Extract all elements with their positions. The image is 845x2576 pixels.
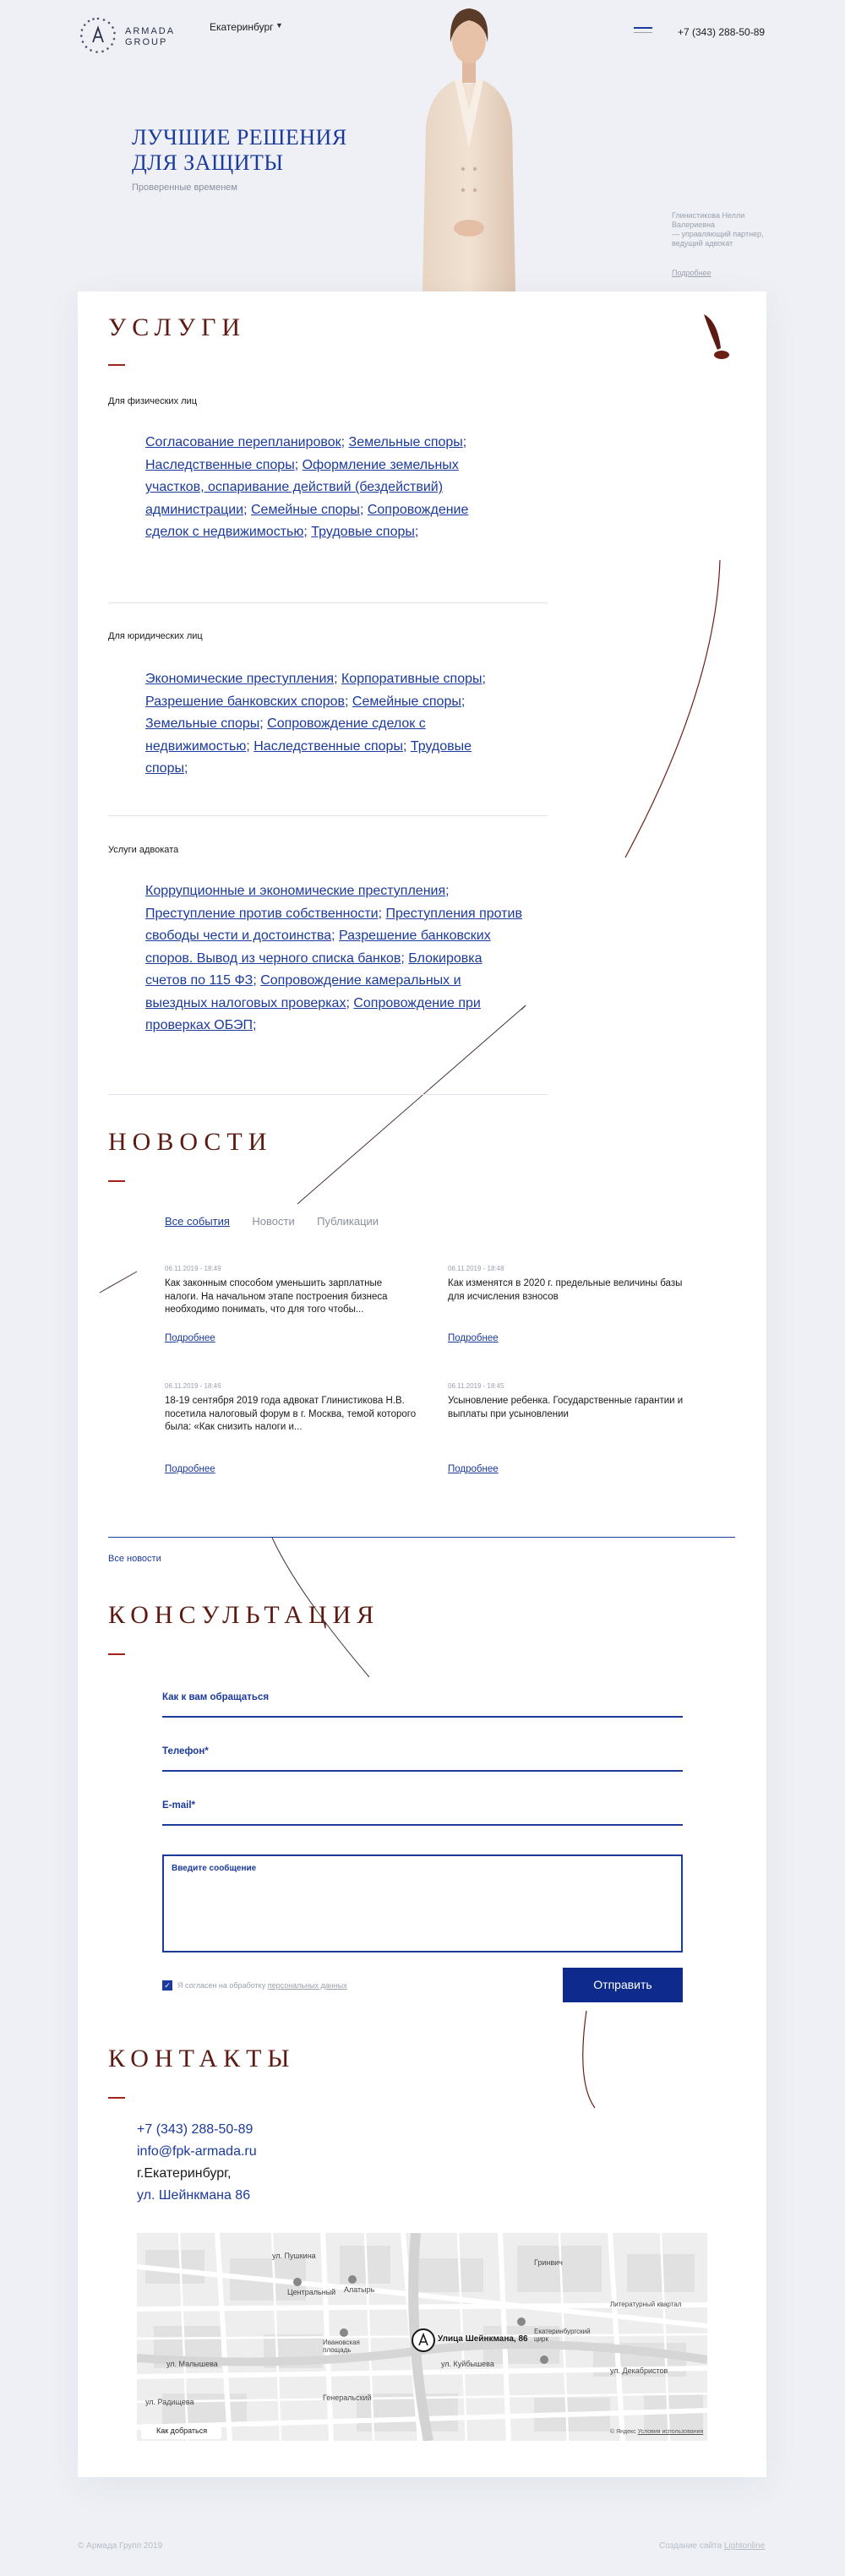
news-more-link[interactable]: Подробнее <box>165 1333 215 1343</box>
service-link[interactable]: Согласование перепланировок <box>145 435 341 449</box>
service-link[interactable]: Коррупционные и экономические преступления <box>145 884 446 898</box>
logo-text: ARMADA GROUP <box>125 26 176 47</box>
news-item <box>165 1382 418 1435</box>
news-date: 06.11.2019 - 18:46 <box>165 1382 221 1390</box>
news-item <box>165 1265 418 1317</box>
title-accent <box>108 364 125 366</box>
service-link[interactable]: Трудовые споры <box>145 738 472 776</box>
service-link[interactable]: Сопровождение сделок с недвижимостью <box>145 502 469 539</box>
city-selector[interactable]: Екатеринбург <box>210 21 274 33</box>
tab-all-events[interactable]: Все события <box>165 1215 230 1228</box>
news-date: 06.11.2019 - 18:48 <box>448 1265 504 1272</box>
service-link[interactable]: Трудовые споры <box>311 525 415 539</box>
separator: ; <box>462 435 467 449</box>
map-label: ул. Куйбышева <box>441 2360 494 2368</box>
contacts-title: КОНТАКТЫ <box>108 2045 296 2072</box>
footer-copyright: © Армада Групп 2019 <box>78 2541 163 2551</box>
separator: ; <box>359 502 368 517</box>
separator: ; <box>341 435 349 449</box>
news-title: НОВОСТИ <box>108 1128 273 1156</box>
service-link[interactable]: Сопровождение камеральных и выездных налоговых проверках <box>145 973 461 1010</box>
service-link[interactable]: Разрешение банковских споров. Вывод из черного списка банков <box>145 929 491 966</box>
logo-emblem-icon <box>78 15 118 56</box>
tab-publications[interactable]: Публикации <box>317 1215 379 1228</box>
service-link[interactable]: Преступление против собственности <box>145 906 379 921</box>
separator: ; <box>303 525 312 539</box>
news-date: 06.11.2019 - 18:45 <box>448 1382 504 1390</box>
name-field-label[interactable]: Как к вам обращаться <box>162 1692 270 1702</box>
hero-caption: Глинистикова Нелли Валериевна — управляющий партнер, ведущий адвокат <box>672 211 764 248</box>
news-text: Как законным способом уменьшить зарплатные налоги. На начальном этапе построения бизнеса необходимо понимать, что для того чтобы... <box>165 1278 388 1315</box>
phone-field-label[interactable]: Телефон* <box>162 1746 209 1756</box>
service-link[interactable]: Семейные споры <box>352 694 461 709</box>
title-accent <box>108 1180 125 1182</box>
news-text: 18-19 сентября 2019 года адвокат Глинистикова Н.В. посетила налоговый форум в г. Москва, темой которого была: «Как снизить налоги и... <box>165 1396 417 1432</box>
separator: ; <box>246 738 254 754</box>
menu-icon[interactable] <box>634 27 652 35</box>
services-list-lawyer <box>145 880 526 1037</box>
map-label: Алатырь <box>344 2285 375 2294</box>
contact-email-link[interactable]: info@fpk-armada.ru <box>137 2144 257 2159</box>
services-title: УСЛУГИ <box>108 313 247 341</box>
separator: ; <box>183 761 188 776</box>
service-link[interactable]: Наследственные споры <box>145 457 295 472</box>
all-news-divider <box>108 1537 735 1538</box>
title-accent <box>108 2097 125 2099</box>
map-streets <box>137 2233 707 2441</box>
all-news-link[interactable]: Все новости <box>108 1554 161 1564</box>
news-item <box>448 1382 701 1421</box>
separator: ; <box>253 973 261 988</box>
map-label: Генеральский <box>323 2394 372 2402</box>
map-label: ул. Радищева <box>145 2398 194 2406</box>
separator: ; <box>243 502 251 517</box>
footer-credit: Создание сайта Lightonline <box>659 2541 766 2551</box>
separator: ; <box>445 884 450 898</box>
service-link[interactable]: Семейные споры <box>251 502 360 517</box>
email-field-label[interactable]: E-mail* <box>162 1800 195 1811</box>
service-link[interactable]: Экономические преступления <box>145 672 335 686</box>
chevron-down-icon[interactable]: ▼ <box>275 21 283 30</box>
services-list-companies <box>145 668 500 781</box>
separator: ; <box>378 906 386 921</box>
submit-button[interactable]: Отправить <box>563 1968 683 2002</box>
map-label: ул. Пушкина <box>272 2252 316 2260</box>
group-label: Услуги адвоката <box>108 845 179 855</box>
message-textarea[interactable] <box>162 1854 683 1952</box>
service-link[interactable]: Сопровождение при проверках ОБЭП <box>145 995 481 1032</box>
consultation-title: КОНСУЛЬТАЦИЯ <box>108 1601 380 1629</box>
separator: ; <box>346 995 354 1010</box>
service-link[interactable]: Преступления против свободы чести и достоинства <box>145 906 522 943</box>
services-list-individuals <box>145 432 500 544</box>
contacts-block <box>137 2119 257 2207</box>
map-terms-link[interactable]: Условия использования <box>637 2429 704 2435</box>
service-link[interactable]: Наследственные споры <box>254 738 403 754</box>
header-phone[interactable]: +7 (343) 288-50-89 <box>678 26 766 38</box>
separator: ; <box>259 716 268 731</box>
service-link[interactable]: Сопровождение сделок с недвижимостью <box>145 716 426 754</box>
title-accent <box>108 1653 125 1655</box>
email-input[interactable] <box>162 1824 683 1826</box>
map-label: Ивановская площадь <box>323 2339 360 2354</box>
divider <box>108 602 548 603</box>
divider <box>108 815 548 816</box>
divider <box>108 1094 548 1095</box>
separator: ; <box>401 950 409 966</box>
logo[interactable] <box>78 15 179 56</box>
hero-subtitle: Проверенные временем <box>132 182 237 193</box>
group-label: Для юридических лиц <box>108 631 203 641</box>
route-label: Как добраться <box>156 2426 208 2435</box>
service-link[interactable]: Земельные споры <box>145 716 260 731</box>
separator: ; <box>414 525 419 539</box>
map-attribution: © Яндекс Условия использования <box>610 2429 704 2435</box>
personal-data-link[interactable]: персональных данных <box>267 1981 347 1990</box>
separator: ; <box>461 694 466 709</box>
lawyer-portrait-image <box>421 0 517 291</box>
separator: ; <box>345 694 352 709</box>
map[interactable] <box>137 2233 707 2441</box>
map-label: ул. Декабристов <box>610 2366 668 2375</box>
news-tabs <box>165 1214 397 1229</box>
service-link[interactable]: Оформление земельных участков, оспаривание действий (бездействий) администрации <box>145 457 459 517</box>
news-item <box>448 1265 701 1304</box>
separator: ; <box>402 738 411 754</box>
map-label: Центральный <box>287 2288 336 2296</box>
phone-input[interactable] <box>162 1770 683 1772</box>
contact-phone-link[interactable]: +7 (343) 288-50-89 <box>137 2122 254 2137</box>
developer-link[interactable]: Lightonline <box>723 2541 766 2551</box>
separator: ; <box>331 929 340 943</box>
news-text: Как изменятся в 2020 г. предельные величины базы для исчисления взносов <box>448 1278 683 1302</box>
map-label: Литературный квартал <box>610 2301 682 2308</box>
contact-city: г.Екатеринбург, <box>137 2166 232 2181</box>
quill-icon <box>699 313 733 363</box>
name-input[interactable] <box>162 1716 683 1718</box>
separator: ; <box>482 672 486 686</box>
hero-title: ЛУЧШИЕ РЕШЕНИЯ ДЛЯ ЗАЩИТЫ <box>132 125 347 175</box>
map-label: Гринвич <box>534 2258 563 2267</box>
tab-news[interactable]: Новости <box>252 1215 295 1228</box>
service-link[interactable]: Разрешение банковских споров <box>145 694 346 709</box>
news-more-link[interactable]: Подробнее <box>448 1333 499 1343</box>
consent-checkbox[interactable]: ✓ <box>162 1980 172 1991</box>
news-more-link[interactable]: Подробнее <box>165 1464 215 1474</box>
consent-text: Я согласен на обработку персональных данных <box>177 1981 347 1990</box>
separator: ; <box>294 457 303 472</box>
news-more-link[interactable]: Подробнее <box>448 1464 499 1474</box>
main-card <box>78 291 766 2477</box>
group-label: Для физических лиц <box>108 396 197 406</box>
separator: ; <box>334 672 341 686</box>
news-text: Усыновление ребенка. Государственные гарантии и выплаты при усыновлении <box>448 1396 684 1419</box>
map-label: Екатеринбургский цирк <box>534 2328 591 2343</box>
news-date: 06.11.2019 - 18:49 <box>165 1265 221 1272</box>
contact-address-link[interactable]: ул. Шейнкмана 86 <box>137 2188 251 2203</box>
service-link[interactable]: Земельные споры <box>348 435 463 449</box>
service-link[interactable]: Блокировка счетов по 115 ФЗ <box>145 950 482 988</box>
service-link[interactable]: Корпоративные споры <box>341 672 482 686</box>
map-pin-label[interactable]: Улица Шейнкмана, 86 <box>438 2334 528 2344</box>
hero-more-link[interactable]: Подробнее <box>672 269 711 277</box>
route-button[interactable] <box>141 2424 221 2439</box>
map-label: ул. Малышева <box>166 2360 218 2368</box>
message-placeholder: Введите сообщение <box>172 1864 257 1873</box>
separator: ; <box>253 1018 257 1032</box>
